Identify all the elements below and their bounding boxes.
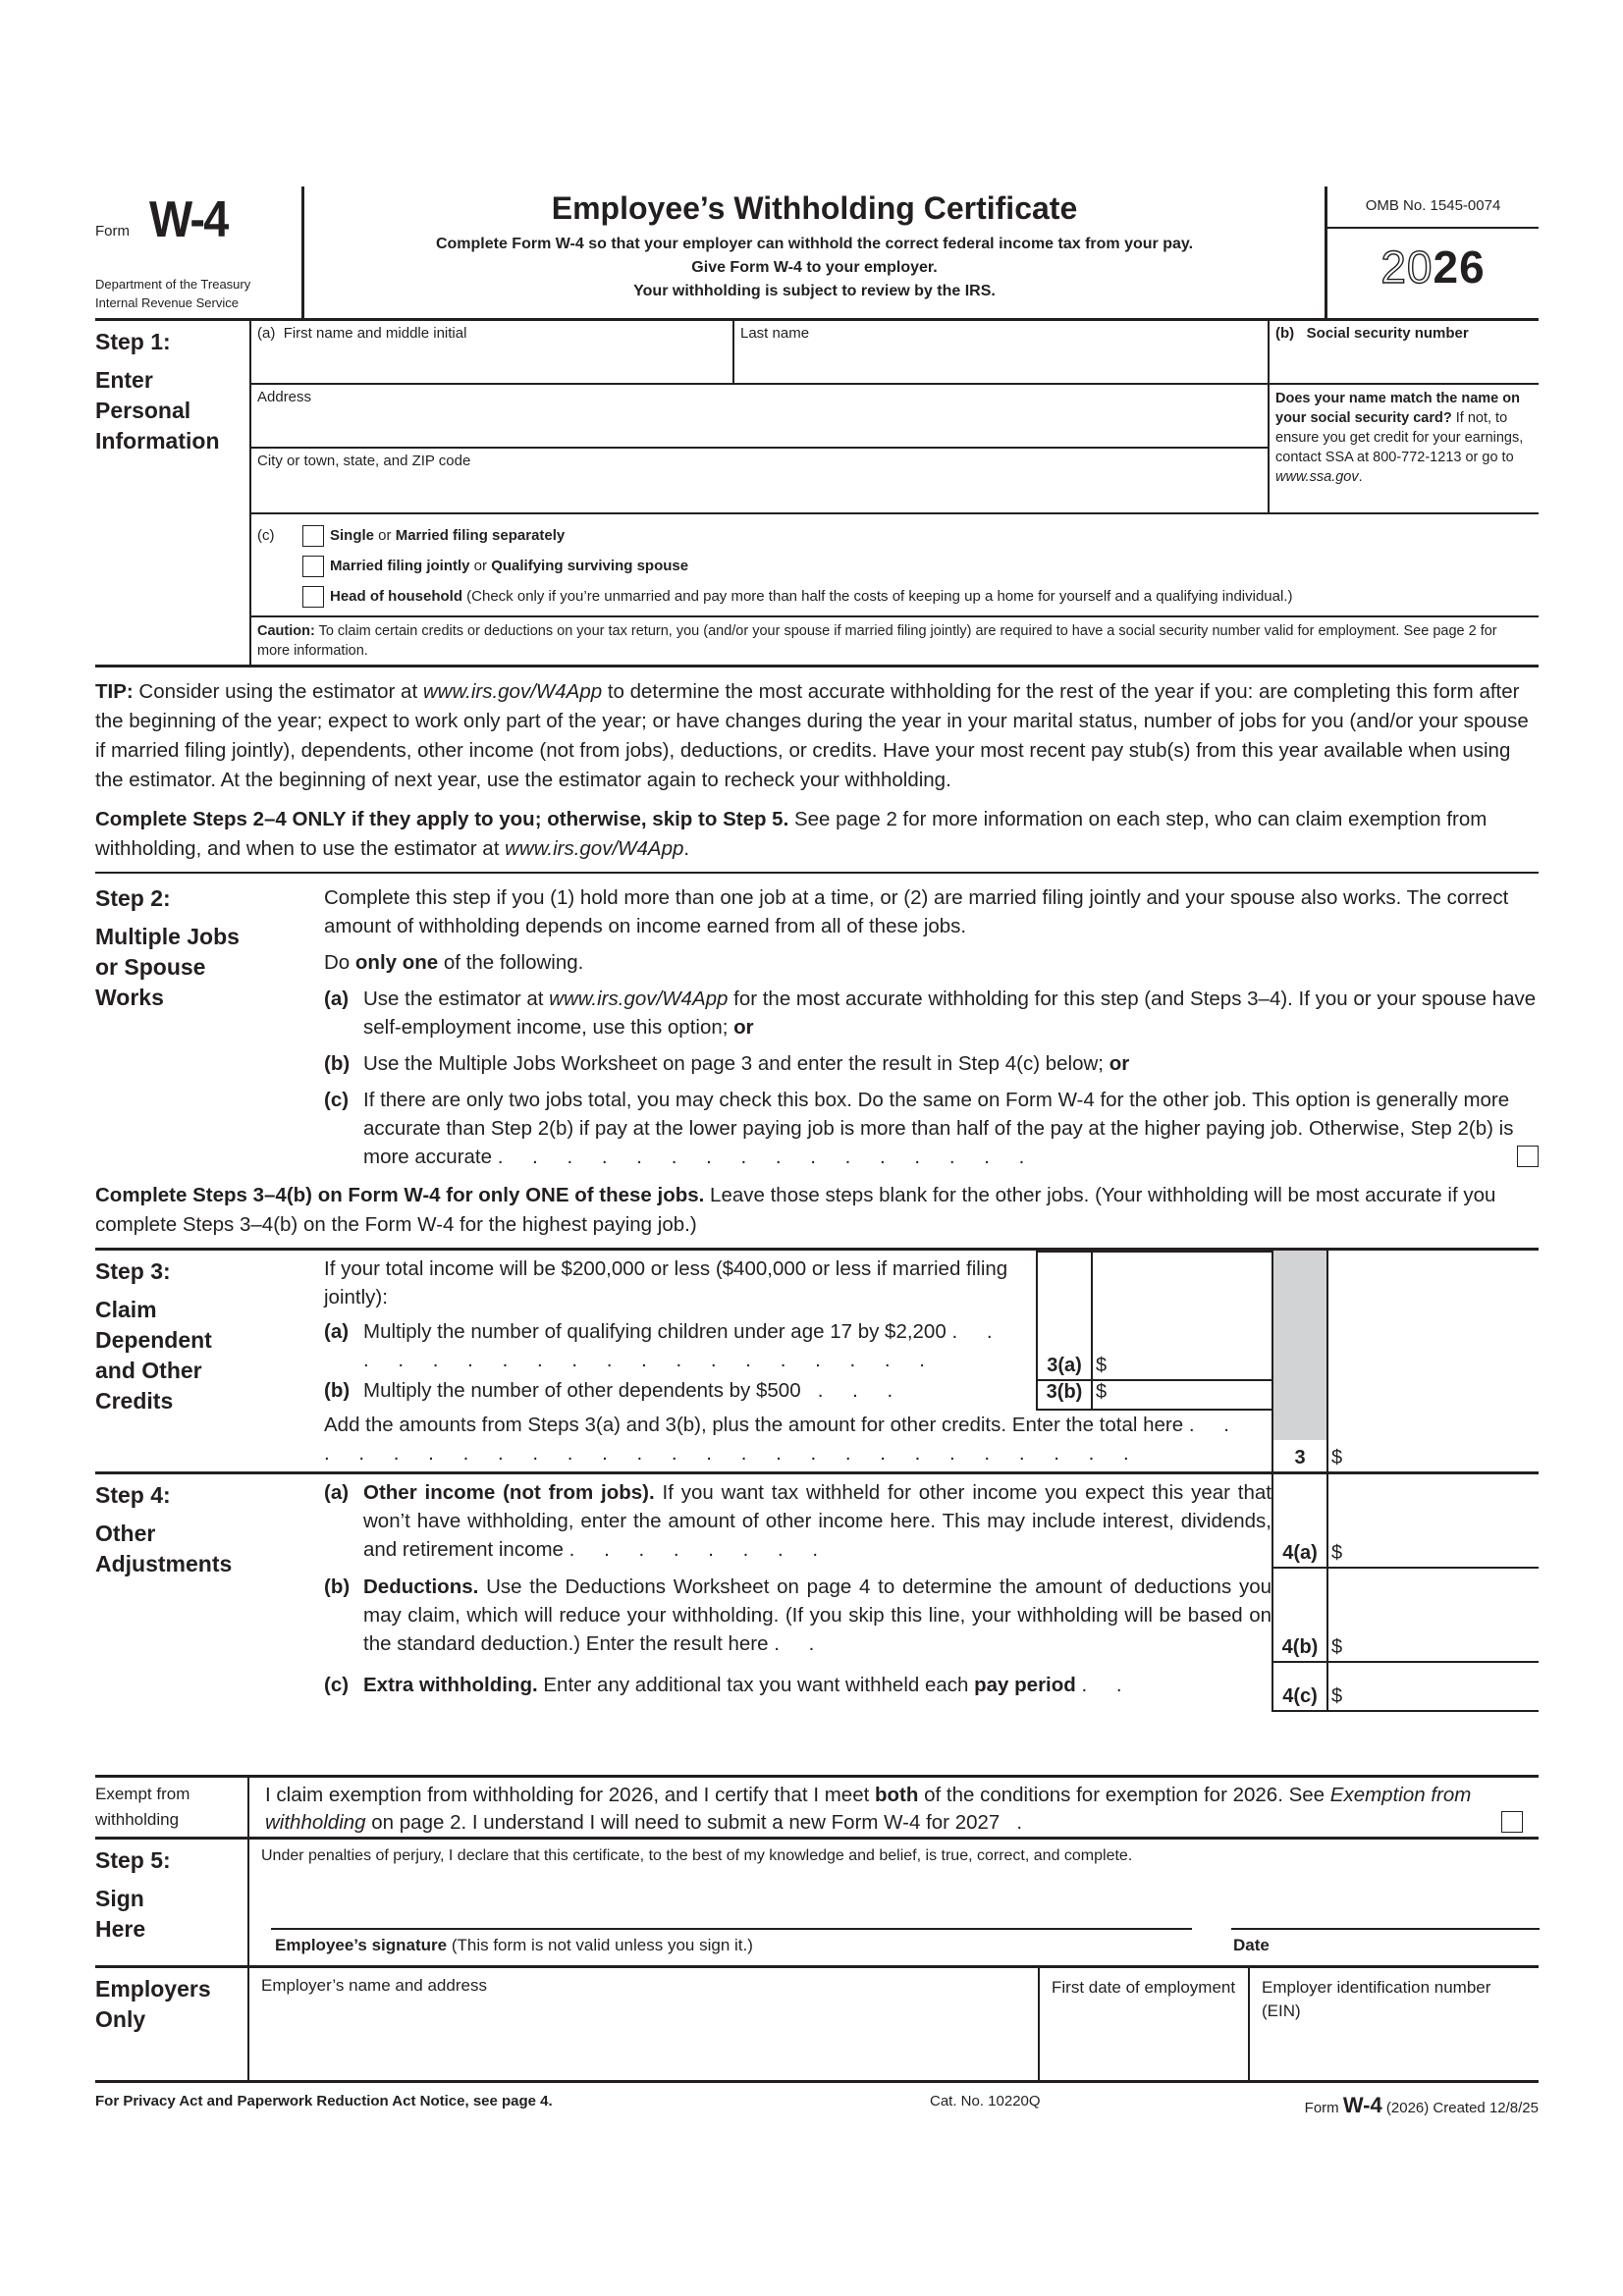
step2-option-b: (b) Use the Multiple Jobs Worksheet on page 3 and enter the result in Step 4(c) below; or [324, 1052, 1130, 1075]
step3-total-text: Add the amounts from Steps 3(a) and 3(b), plus the amount for other credits. Enter the total here . . . . . . . . . . . . . . . . . . . . . . . . . . [324, 1414, 1241, 1465]
estimator-link-2[interactable]: www.irs.gov/W4App [505, 837, 684, 860]
step2-option-c: (c) If there are only two jobs total, you may check this box. Do the same on Form W-4 for the other job. This option is generally more accurate than Step 2(b) if pay at the lower paying job is more than half of the pay at the higher paying job. Otherwise, Step 2(b) is more accurate . . . . . . . . . . . . . . . . [324, 1086, 1539, 1171]
step2-label: Step 2: Multiple Jobs or Spouse Works [95, 885, 240, 1010]
ssn-field[interactable]: (b) Social security number [1270, 321, 1539, 385]
catalog-number: Cat. No. 10220Q [930, 2093, 1041, 2109]
step2-body [324, 878, 1539, 1171]
employers-section [95, 1968, 1539, 2083]
step3-intro: If your total income will be $200,000 or less ($400,000 or less if married filing jointly): [324, 1257, 1008, 1308]
first-name-field[interactable]: (a) First name and middle initial [251, 321, 734, 383]
step3-option-b: (b) Multiply the number of other dependents by $500 . . . [324, 1379, 905, 1402]
exempt-section [95, 1775, 1539, 1840]
step3-body [324, 1251, 1539, 1471]
tip-paragraph: TIP: Consider using the estimator at www.irs.gov/W4App to determine the most accurate withholding for the rest of the year if you: are completing this form after the beginning of the year; expect to work only part of the year; or have changes during the year in your marital status, number of jobs for you (and/or your spouse if married filing jointly), dependents, other income (not from jobs), deductions, or credits. Have your most recent pay stub(s) from this year available when using the estimator. At the beginning of next year, use the estimator again to recheck your withholding. [95, 680, 1529, 791]
form-revision: Form W-4 (2026) Created 12/8/25 [1304, 2093, 1539, 2117]
filing-head-of-household[interactable]: Head of household (Check only if you’re unmarried and pay more than half the costs of keeping up a home for yourself and a qualifying individual.) [257, 581, 1533, 612]
step3-section [95, 1251, 1539, 1474]
form-id-block [95, 187, 304, 318]
estimator-link-3[interactable]: www.irs.gov/W4App [549, 988, 729, 1010]
form-word: Form [95, 223, 130, 240]
checkbox-married-jointly[interactable] [302, 556, 324, 577]
exempt-text: I claim exemption from withholding for 2026, and I certify that I meet both of the conditions for exemption for 2026. See Exemption from withholding on page 2. I understand I will need to submit a new Form W-4 for 2027 . [249, 1778, 1539, 1837]
checkbox-exempt[interactable] [1501, 1811, 1523, 1833]
employer-name-address-field[interactable]: Employer’s name and address [249, 1968, 1040, 2080]
date-line[interactable] [1231, 1928, 1540, 1930]
form-footer [95, 2083, 1539, 2118]
ssn-note: Does your name match the name on your social security card? If not, to ensure you get credit for your earnings, contact SSA at 800-772-1213 or go to www.ssa.gov. [1275, 391, 1524, 485]
step1-label: Step 1: Enter Personal Information [95, 329, 220, 454]
subtitle-3: Your withholding is subject to review by the IRS. [633, 283, 996, 299]
city-state-zip-field[interactable]: City or town, state, and ZIP code [257, 453, 471, 469]
checkbox-head-of-household[interactable] [302, 586, 324, 608]
step4c-row: (c) Extra withholding. Enter any additional tax you want withheld each pay period . . 4(c) $ [324, 1663, 1539, 1712]
step1-body [249, 321, 1539, 665]
dept-line1: Department of the Treasury [95, 277, 251, 292]
filing-status [251, 512, 1539, 615]
line-4b-field[interactable]: $ [1328, 1569, 1539, 1663]
step4-label: Step 4: Other Adjustments [95, 1482, 233, 1576]
step2-do-one: Do only one of the following. [324, 951, 584, 974]
step4a-row: (a) Other income (not from jobs). If you want tax withheld for other income you expect this year that won’t have withholding, enter the amount of other income here. This may include interest, dividends, and retirement income . . . . . . . . 4(a) $ [324, 1474, 1539, 1569]
line-3a-field[interactable]: 3(a) $ [1036, 1253, 1271, 1381]
step2-intro: Complete this step if you (1) hold more than one job at a time, or (2) are married filing jointly and your spouse also works. The correct amount of withholding depends on income earned from all of these jobs. [324, 886, 1509, 937]
step3-label: Step 3: Claim Dependent and Other Credits [95, 1258, 212, 1414]
ein-field[interactable]: Employer identification number (EIN) [1262, 1978, 1491, 2020]
line-3-label: 3 [1294, 1447, 1306, 1468]
page-title: Employee’s Withholding Certificate [551, 190, 1078, 226]
step4-section [95, 1474, 1539, 1716]
form-header [95, 187, 1539, 321]
w4-form [95, 187, 1539, 2118]
first-date-employment-field[interactable]: First date of employment [1040, 1968, 1250, 2080]
omb-block [1325, 187, 1539, 318]
subtitle-1: Complete Form W-4 so that your employer can withhold the correct federal income tax from your pay. [435, 236, 1194, 252]
last-name-field[interactable]: Last name [740, 325, 810, 342]
address-field[interactable]: Address [251, 385, 1268, 449]
step2-section [95, 874, 1539, 1171]
step3-option-a: (a) Multiply the number of qualifying children under age 17 by $2,200 . . . . . . . . . . . . . . . . . . . [324, 1320, 1004, 1371]
complete-steps-2-4-note: Complete Steps 2–4 ONLY if they apply to you; otherwise, skip to Step 5. See page 2 for more information on each step, who can claim exemption from withholding, and when to use the estimator at www.irs.gov/W4App. [95, 795, 1539, 874]
exempt-label: Exempt from withholding [95, 1778, 249, 1837]
subtitle-2: Give Form W-4 to your employer. [691, 259, 938, 276]
perjury-statement: Under penalties of perjury, I declare that this certificate, to the best of my knowledge and belief, is true, correct, and complete. [261, 1847, 1133, 1864]
caution-note: Caution: To claim certain credits or deductions on your tax return, you (and/or your spouse if married filing jointly) are required to have a social security number valid for employment. See page 2 for more information. [251, 615, 1539, 665]
employers-label: Employers Only [95, 1968, 249, 2080]
form-number: W-4 [149, 191, 228, 248]
step2-option-a: (a) Use the estimator at www.irs.gov/W4App for the most accurate withholding for this step (and Steps 3–4). If you or your spouse have self-employment income, use this option; or [324, 988, 1537, 1039]
title-block [304, 187, 1325, 318]
checkbox-single[interactable] [302, 525, 324, 547]
checkbox-two-jobs[interactable] [1517, 1146, 1539, 1167]
signature-line[interactable] [271, 1928, 1192, 1930]
filing-single[interactable]: (c) Single or Married filing separately [257, 520, 1533, 551]
step5-label: Step 5: Sign Here [95, 1840, 249, 1965]
signature-label: Employee’s signature (This form is not valid unless you sign it.) [275, 1936, 753, 1954]
complete-steps-3-4-note: Complete Steps 3–4(b) on Form W-4 for only ONE of these jobs. Leave those steps blank for the other jobs. (Your withholding will be most accurate if you complete Steps 3–4(b) on the Form W-4 for the highest paying job.) [95, 1171, 1539, 1251]
line-4c-field[interactable]: $ [1328, 1663, 1539, 1712]
line-3-field[interactable]: $ [1331, 1447, 1343, 1468]
filing-married-jointly[interactable]: Married filing jointly or Qualifying surviving spouse [257, 551, 1533, 581]
step5-section [95, 1840, 1539, 1968]
line-3b-field[interactable]: 3(b) $ [1036, 1381, 1271, 1411]
date-label: Date [1233, 1936, 1270, 1954]
estimator-link[interactable]: www.irs.gov/W4App [422, 680, 603, 703]
step5-body [249, 1840, 1539, 1965]
step4b-row: (b) Deductions. Use the Deductions Worksheet on page 4 to determine the amount of deductions you may claim, which will reduce your withholding. (If you skip this line, your withholding will be based on the standard deduction.) Enter the result here . . 4(b) $ [324, 1569, 1539, 1663]
tax-year: 2026 [1380, 241, 1486, 293]
privacy-notice: For Privacy Act and Paperwork Reduction Act Notice, see page 4. [95, 2093, 553, 2109]
line-4a-field[interactable]: $ [1328, 1474, 1539, 1569]
agency [95, 275, 250, 312]
shaded-cell [1271, 1251, 1328, 1411]
omb-number: OMB No. 1545-0074 [1327, 187, 1539, 229]
step1-section [95, 321, 1539, 667]
dept-line2: Internal Revenue Service [95, 295, 239, 310]
